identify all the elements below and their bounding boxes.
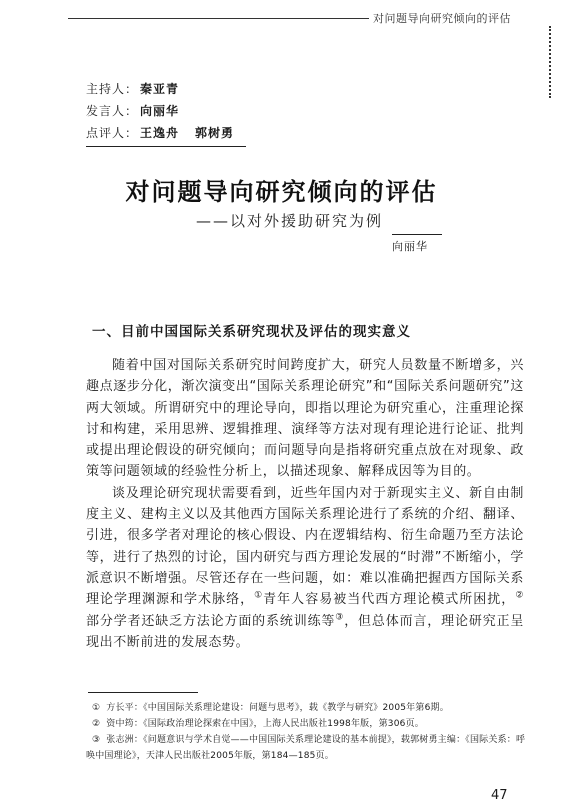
session-credits <box>86 78 234 144</box>
footnote-ref[interactable]: ② <box>515 590 524 601</box>
article-title: 对问题导向研究倾向的评估 <box>125 178 438 206</box>
paragraph: 随着中国对国际关系研究时间跨度扩大，研究人员数量不断增多，兴趣点逐步分化，渐次演变出“国际关系理论研究”和“国际关系问题研究”这两大领域。所谓研究中的理论导向，即指以理论为研究重心，注重理论探讨和构建，采用思辨、逻辑推理、演绎等方法对现有理论进行论证、批判或提出理论假设的研究倾向；而问题导向是指将研究重点放在对现象、政策等问题领域的经验性分析上，以描述现象、解释成因等为目的。 <box>86 358 524 480</box>
credit-label: 发言人： <box>86 104 139 118</box>
body-text <box>86 355 524 653</box>
credit-name: 向丽华 <box>140 104 180 118</box>
footnote <box>86 700 526 716</box>
author-rule <box>392 234 442 235</box>
paragraph <box>86 483 524 653</box>
page-edge-mark <box>548 26 551 98</box>
footnote-rule <box>88 692 198 693</box>
credit-label: 点评人： <box>86 126 139 140</box>
paragraph-segment: 谈及理论研究现状需要看到，近些年国内对于新现实主义、新自由制度主义、建构主义以及其他西方国际关系理论进行了系统的介绍、翻译、引进，很多学者对理论的核心假设、内在逻辑结构、衍生命题乃至方法论等，进行了热烈的讨论，国内研究与西方理论发展的“时滞”不断缩小，学派意识不断增强。尽管还存在一些问题，如：难以准确把握西方国际关系理论学理渊源和学术脉络， <box>86 485 524 608</box>
credit-host <box>86 78 234 100</box>
footnote-mark: ① <box>92 703 101 713</box>
footnote <box>86 732 526 764</box>
article-author: 向丽华 <box>392 240 428 253</box>
footnote-text: 资中筠：《国际政治理论探索在中国》，上海人民出版社1998年版，第306页。 <box>106 719 424 729</box>
paragraph-segment: 青年人容易被当代西方理论模式所困扰， <box>263 592 516 608</box>
footnote-mark: ② <box>92 719 101 729</box>
credit-commentators <box>86 122 234 144</box>
credit-name-second: 郭树勇 <box>195 126 235 140</box>
running-header-text: 对问题导向研究倾向的评估 <box>369 10 511 26</box>
footnotes <box>86 700 526 764</box>
footnote-text: 张志洲：《问题意识与学术自觉——中国国际关系理论建设的基本前提》，载郭树勇主编：《国际关系：呼唤中国理论》，天津人民出版社2005年版，第184—185页。 <box>86 735 526 761</box>
article-subtitle: ——以对外援助研究为例 <box>196 212 384 230</box>
credit-speaker <box>86 100 234 122</box>
running-header <box>0 8 545 28</box>
credit-name: 王逸舟 <box>140 126 180 140</box>
footnote <box>86 716 526 732</box>
credit-label: 主持人： <box>86 82 139 96</box>
paragraph-segment: ，但总体而言，理论研究正呈现出不断前进的发展态势。 <box>86 613 524 650</box>
footnote-mark: ③ <box>92 735 101 745</box>
footnote-ref[interactable]: ③ <box>335 612 345 623</box>
credit-name: 秦亚青 <box>140 82 180 96</box>
credits-underline <box>86 146 246 147</box>
page-number: 47 <box>491 788 508 803</box>
footnote-ref[interactable]: ① <box>254 590 264 601</box>
section-heading: 一、目前中国国际关系研究现状及评估的现实意义 <box>92 324 411 340</box>
paragraph-segment: 部分学者还缺乏方法论方面的系统训练等 <box>86 613 336 629</box>
footnote-text: 方长平：《中国国际关系理论建设：问题与思考》，载《教学与研究》2005年第6期。 <box>106 703 449 713</box>
